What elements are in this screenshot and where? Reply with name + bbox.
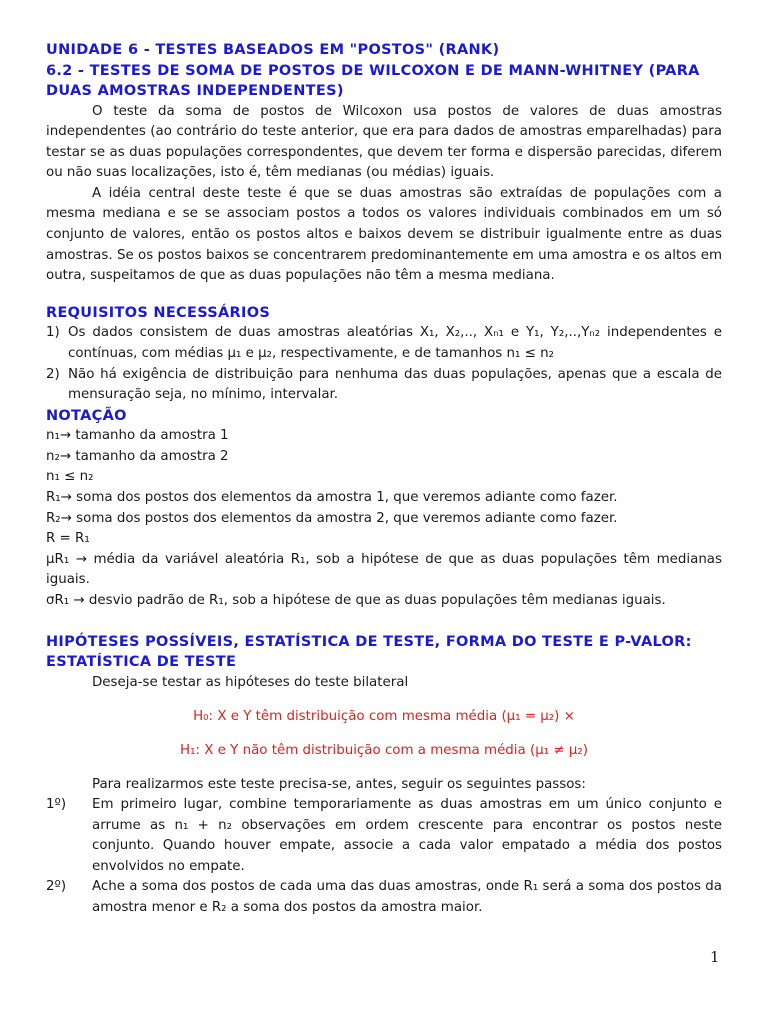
null-hypothesis: H₀: X e Y têm distribuição com mesma média (μ₁ = μ₂) × bbox=[193, 708, 575, 724]
intro-paragraph-1: O teste da soma de postos de Wilcoxon usa postos de valores de duas amostras independentes (ao contrário do teste anterior, que era para dados de amostras emparelhadas) para testar se as duas populações correspondentes, que devem ter forma e dispersão parecidas, diferem ou não suas localizações, isto é, têm medianas (ou médias) iguais. bbox=[46, 103, 722, 181]
estatistica-heading: ESTATÍSTICA DE TESTE bbox=[46, 654, 237, 671]
step-item bbox=[46, 795, 722, 877]
step-number: 2º) bbox=[46, 879, 67, 895]
requisito-item bbox=[46, 365, 722, 406]
list-number: 1) bbox=[46, 325, 60, 341]
alternative-hypothesis: H₁: X e Y não têm distribuição com a mesma média (μ₁ ≠ μ₂) bbox=[180, 742, 588, 758]
document-page bbox=[46, 40, 722, 919]
list-text: Os dados consistem de duas amostras aleatórias X₁, X₂,.., Xₙ₁ e Y₁, Y₂,..,Yₙ₂ independentes e contínuas, com médias μ₁ e μ₂, respectivamente, e de tamanhos n₁ ≤ n₂ bbox=[68, 325, 722, 361]
step-item bbox=[46, 877, 722, 918]
steps-intro: Para realizarmos este teste precisa-se, antes, seguir os seguintes passos: bbox=[92, 776, 586, 792]
list-number: 2) bbox=[46, 366, 60, 382]
notation-line: σR₁ → desvio padrão de R₁, sob a hipótese de que as duas populações têm medianas iguais. bbox=[46, 592, 666, 608]
notation-line: n₁ ≤ n₂ bbox=[46, 469, 94, 485]
notation-line: n₁→ tamanho da amostra 1 bbox=[46, 428, 229, 444]
step-text: Ache a soma dos postos de cada uma das duas amostras, onde R₁ será a soma dos postos da amostra menor e R₂ a soma dos postos da amostra maior. bbox=[92, 879, 722, 916]
notation-line: R₂→ soma dos postos dos elementos da amostra 2, que veremos adiante como fazer. bbox=[46, 510, 618, 526]
list-text: Não há exigência de distribuição para nenhuma das duas populações, apenas que a escala de mensuração seja, no mínimo, intervalar. bbox=[68, 366, 722, 403]
notation-line: R = R₁ bbox=[46, 531, 90, 547]
notation-line: n₂→ tamanho da amostra 2 bbox=[46, 448, 229, 464]
requisitos-heading: REQUISITOS NECESSÁRIOS bbox=[46, 304, 271, 321]
step-text: Em primeiro lugar, combine temporariamente as duas amostras em um único conjunto e arrume as n₁ + n₂ observações em ordem crescente para encontrar os postos neste conjunto. Quando houver empate, associe a cada valor empatado a média dos postos envolvidos no empate. bbox=[92, 797, 722, 874]
unit-heading: UNIDADE 6 - TESTES BASEADOS EM "POSTOS" (RANK) bbox=[46, 42, 500, 58]
hipoteses-heading: HIPÓTESES POSSÍVEIS, ESTATÍSTICA DE TESTE, FORMA DO TESTE E P-VALOR: bbox=[46, 633, 692, 650]
step-number: 1º) bbox=[46, 797, 67, 813]
requisito-item bbox=[46, 323, 722, 364]
notation-line: μR₁ → média da variável aleatória R₁, sob a hipótese de que as duas populações têm medianas iguais. bbox=[46, 551, 722, 588]
notation-line: R₁→ soma dos postos dos elementos da amostra 1, que veremos adiante como fazer. bbox=[46, 490, 618, 505]
notacao-heading: NOTAÇÃO bbox=[46, 407, 127, 424]
section-heading: 6.2 - TESTES DE SOMA DE POSTOS DE WILCOXON E DE MANN-WHITNEY (PARA DUAS AMOSTRAS INDEPENDENTES) bbox=[46, 62, 700, 99]
intro-paragraph-2: A idéia central deste teste é que se duas amostras são extraídas de populações com a mesma mediana e se se associam postos a todos os valores individuais combinados em um só conjunto de valores, então os postos altos e baixos devem se distribuir igualmente entre as duas amostras. Se os postos baixos se concentrarem predominantemente em uma amostra e os altos em outra, suspeitamos de que as duas populações não têm a mesma mediana. bbox=[46, 185, 722, 284]
page-number: 1 bbox=[710, 948, 720, 966]
hypotheses-intro: Deseja-se testar as hipóteses do teste bilateral bbox=[92, 674, 409, 690]
